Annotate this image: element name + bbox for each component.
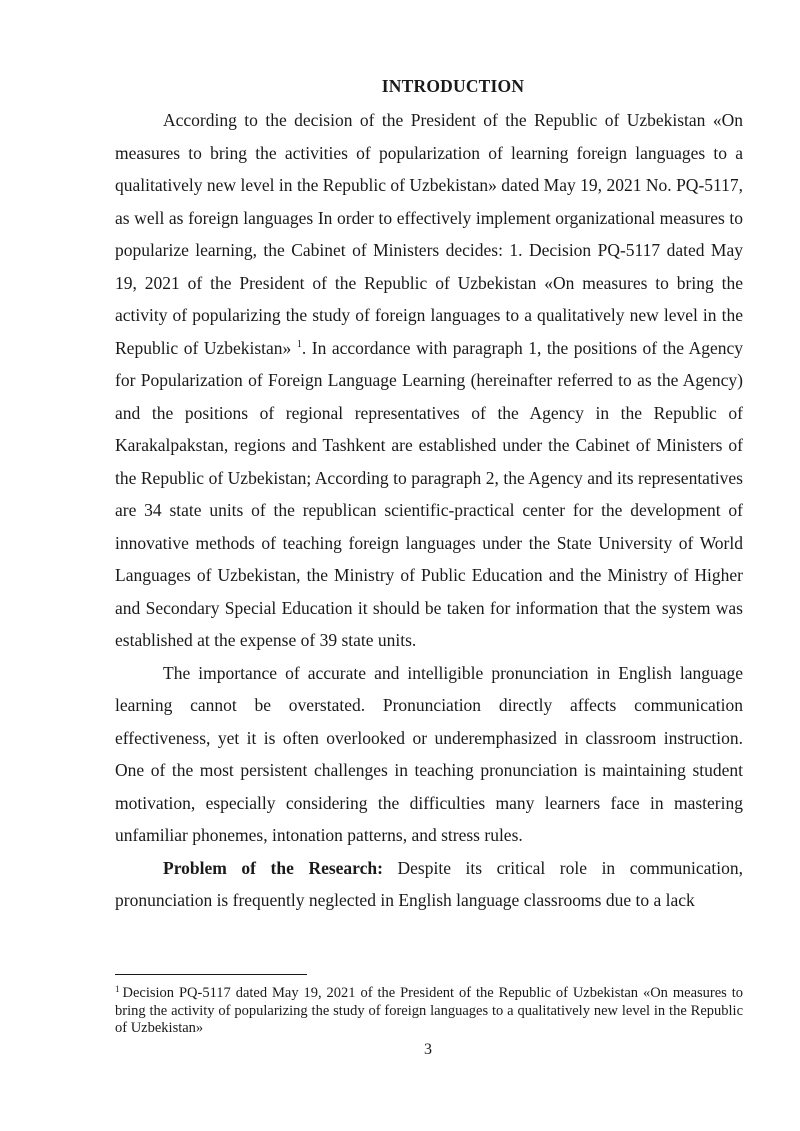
footnote-separator xyxy=(115,974,307,975)
section-title: INTRODUCTION xyxy=(381,76,525,96)
paragraph-1 xyxy=(115,104,743,657)
paragraph-1-text-continued: . In accordance with paragraph 1, the positions of the Agency for Popularization of Foreign Language Learning (hereinafter referred to as the Agency) and the positions of regional representatives of the Agency in the Republic of Karakalpakstan, regions and Tashkent are established under the Cabinet of Ministers of the Republic of Uzbekistan; According to paragraph 2, the Agency and its representatives are 34 state units of the republican scientific-practical center for the development of innovative methods of teaching foreign languages under the State University of World Languages of Uzbekistan, the Ministry of Public Education and the Ministry of Higher and Secondary Special Education it should be taken for information that the system was established at the expense of 39 state units. xyxy=(115,337,744,650)
footnote xyxy=(115,985,743,1038)
body-text xyxy=(115,104,743,917)
research-problem-heading: Problem of the Research: xyxy=(163,857,383,878)
footnote-reference[interactable]: 1 xyxy=(296,338,302,350)
footnote-text: Decision PQ-5117 dated May 19, 2021 of the President of the Republic of Uzbekistan «On measures to bring the activity of popularizing the study of foreign languages to a qualitatively new level in the Republic of Uzbekistan» xyxy=(115,985,743,1036)
page-number: 3 xyxy=(424,1041,432,1058)
paragraph-1-text: According to the decision of the President of the Republic of Uzbekistan «On measures to bring the activities of popularization of learning foreign languages to a qualitatively new level in the Republic of Uzbekistan» dated May 19, 2021 No. PQ-5117, as well as foreign languages In order to effectively implement organizational measures to popularize learning, the Cabinet of Ministers decides: 1. Decision PQ-5117 dated May 19, 2021 of the President of the Republic of Uzbekistan «On measures to bring the activity of popularizing the study of foreign languages to a qualitatively new level in the Republic of Uzbekistan» xyxy=(115,110,743,358)
paragraph-3-text: Despite its critical role in communication, pronunciation is frequently neglected in English language classrooms due to a lack xyxy=(115,857,743,910)
footnote-mark: 1 xyxy=(115,984,120,994)
paragraph-3 xyxy=(115,852,743,917)
paragraph-2: The importance of accurate and intelligible pronunciation in English language learning cannot be overstated. Pronunciation directly affects communication effectiveness, yet it is often overlooked or underemphasized in classroom instruction. One of the most persistent challenges in teaching pronunciation is maintaining student motivation, especially considering the difficulties many learners face in mastering unfamiliar phonemes, intonation patterns, and stress rules. xyxy=(115,662,743,845)
